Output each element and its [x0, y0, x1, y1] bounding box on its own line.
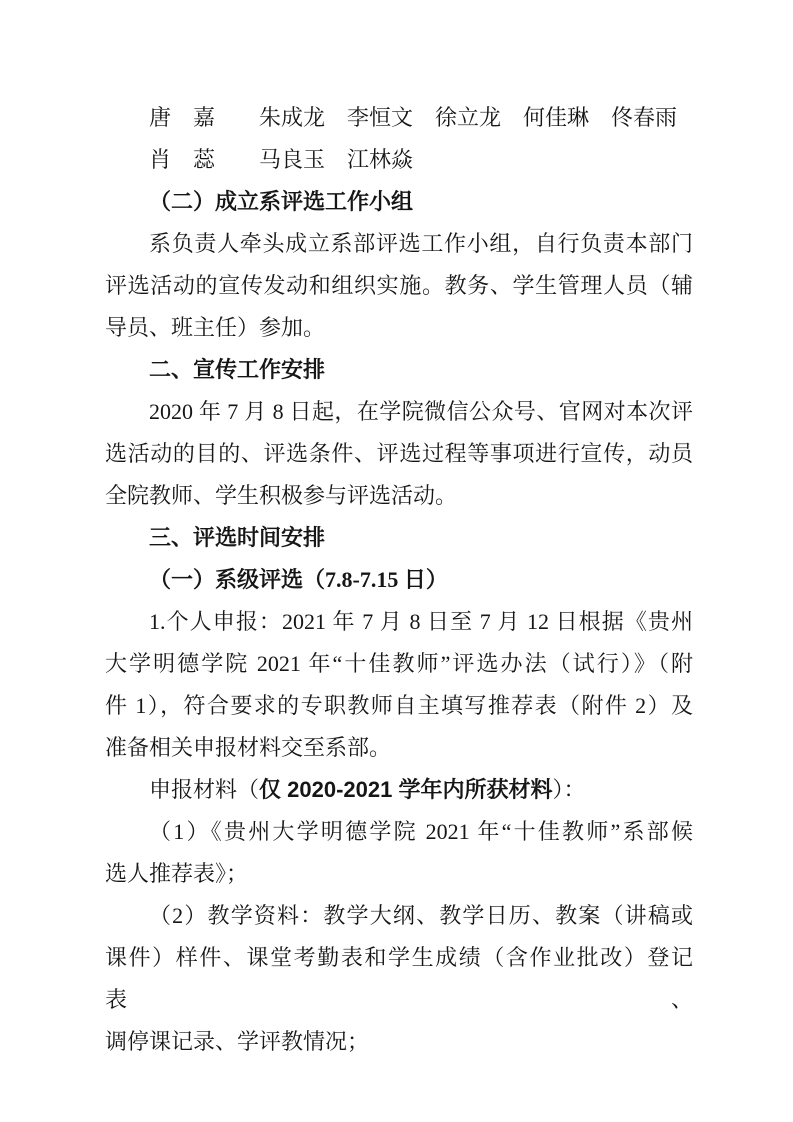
paragraph-apply-line-1: 1.个人申报：2021 年 7 月 8 日至 7 月 12 日根据《贵州	[149, 609, 693, 634]
materials-item-1-line-2: 选人推荐表》；	[105, 861, 249, 886]
paragraph-publicity-line-1: 2020 年 7 月 8 日起，在学院微信公众号、官网对本次评	[149, 399, 693, 424]
materials-item-1-line-1: （1）《贵州大学明德学院 2021 年“十佳教师”系部候	[149, 819, 693, 844]
paragraph-workgroup-line-2: 评选活动的宣传发动和组织实施。教务、学生管理人员（辅	[105, 273, 693, 298]
heading-dept-selection: （一）系级评选（7.8-7.15 日）	[149, 567, 448, 592]
materials-label: 申报材料（	[149, 777, 260, 802]
paragraph-workgroup-line-3: 导员、班主任）参加。	[105, 315, 326, 340]
candidate-names-line-2: 肖 蕊 马良玉 江林焱	[149, 147, 414, 172]
materials-bold-note: 仅 2020-2021 学年内所获材料	[259, 777, 553, 802]
materials-item-2-line-1: （2）教学资料：教学大纲、教学日历、教案（讲稿或	[149, 903, 693, 928]
materials-colon: ）：	[552, 777, 586, 802]
heading-schedule: 三、评选时间安排	[149, 525, 326, 550]
paragraph-publicity-line-2: 选活动的目的、评选条件、评选过程等事项进行宣传，动员	[105, 441, 693, 466]
paragraph-apply-line-4: 准备相关申报材料交至系部。	[105, 735, 392, 760]
paragraph-apply-line-3: 件 1），符合要求的专职教师自主填写推荐表（附件 2）及	[105, 693, 693, 718]
paragraph-publicity-line-3: 全院教师、学生积极参与评选活动。	[105, 483, 458, 508]
candidate-names-line-1: 唐 嘉 朱成龙 李恒文 徐立龙 何佳琳 佟春雨	[149, 105, 678, 130]
paragraph-apply-line-2: 大学明德学院 2021 年“十佳教师”评选办法（试行）》（附	[105, 651, 693, 676]
materials-heading-line	[105, 769, 693, 811]
heading-workgroup: （二）成立系评选工作小组	[149, 189, 414, 214]
heading-publicity: 二、宣传工作安排	[149, 357, 326, 382]
materials-item-2-line-3: 调停课记录、学评教情况；	[105, 1029, 370, 1054]
paragraph-workgroup-line-1: 系负责人牵头成立系部评选工作小组，自行负责本部门	[149, 231, 693, 256]
materials-item-2-line-2: 课件）样件、课堂考勤表和学生成绩（含作业批改）登记表、	[105, 945, 693, 1012]
